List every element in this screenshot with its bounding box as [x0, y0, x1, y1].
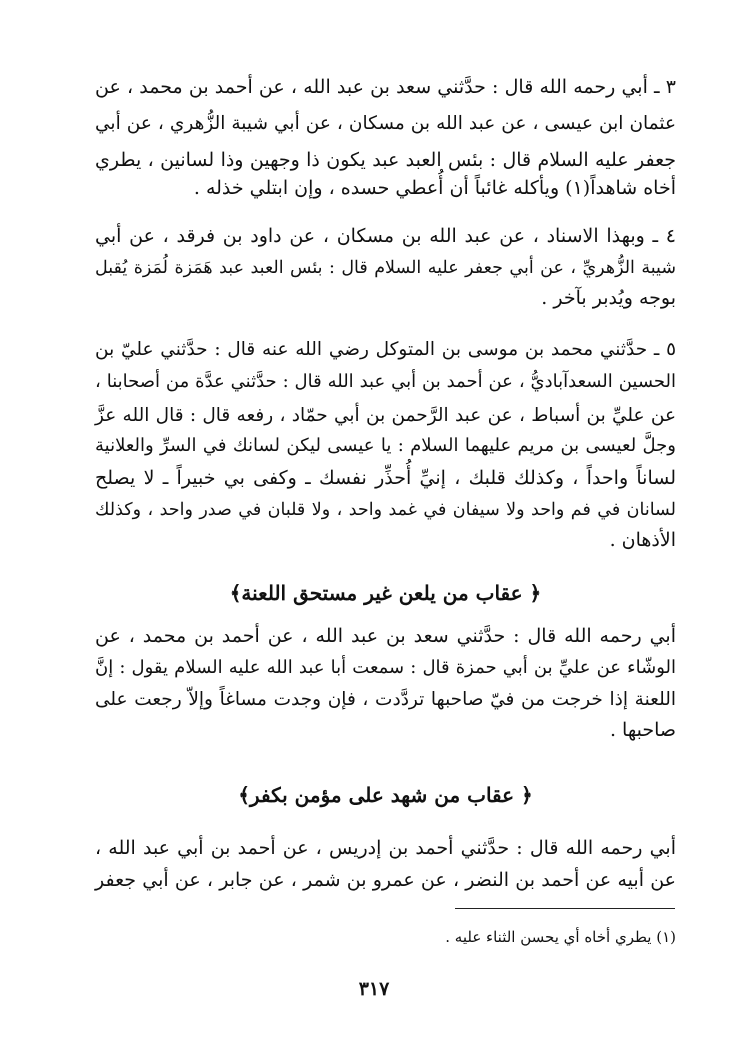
footnote-separator — [455, 908, 675, 909]
kufr-line-1: أبي رحمه الله قال : حدَّثني أحمد بن إدريس ، عن أحمد بن أبي عبد الله ، — [95, 837, 676, 859]
hadith-4-line-2: شيبة الزُّهريِّ ، عن أبي جعفر عليه السلام قال : بئس العبد عبد هَمَزة لُمَزة يُقبل — [95, 258, 676, 278]
curse-line-1: أبي رحمه الله قال : حدَّثني سعد بن عبد الله ، عن أحمد بن محمد ، عن — [95, 625, 676, 647]
hadith-5-line-6: لسانان في فم واحد ولا سيفان في غمد واحد ، ولا قلبان في صدر واحد ، وكذلك — [95, 500, 676, 520]
kufr-line-2: عن أبيه عن أحمد بن النضر ، عن عمرو بن شمر ، عن جابر ، عن أبي جعفر — [95, 869, 676, 891]
curse-line-3: اللعنة إذا خرجت من فيّ صاحبها تردَّدت ، فإن وجدت مساغاً وإلاّ رجعت على — [95, 689, 676, 710]
hadith-5-line-5: لساناً واحداً ، وكذلك قلبك ، إنيِّ أُحذِّر نفسك ـ وكفى بي خبيراً ـ لا يصلح — [95, 467, 676, 489]
hadith-3-line-2: عثمان ابن عيسى ، عن عبد الله بن مسكان ، عن أبي شيبة الزُّهري ، عن أبي — [95, 113, 676, 134]
curse-line-4: صاحبها . — [609, 719, 676, 741]
section-heading-curse: ﴿ عقاب من يلعن غير مستحق اللعنة﴾ — [229, 581, 542, 605]
page-number: ٣١٧ — [358, 978, 390, 1000]
footnote: (١) يطري أخاه أي يحسن الثناء عليه . — [445, 928, 676, 946]
hadith-4-line-1: ٤ ـ وبهذا الاسناد ، عن عبد الله بن مسكان ، عن داود بن فرقد ، عن أبي — [95, 225, 676, 247]
hadith-5-line-7: الأذهان . — [609, 529, 676, 551]
hadith-5-line-3: عن عليِّ بن أسباط ، عن عبد الرَّحمن بن أبي حمّاد ، رفعه قال : قال الله عزَّ — [95, 405, 676, 426]
hadith-3-line-1: ٣ ـ أبي رحمه الله قال : حدَّثني سعد بن عبد الله ، عن أحمد بن محمد ، عن — [95, 76, 676, 98]
section-heading-kufr: ﴿ عقاب من شهد على مؤمن بكفر﴾ — [238, 783, 533, 807]
hadith-3-line-4: أخاه شاهداً(١) ويأكله غائباً أن أُعطي حسده ، وإن ابتلي خذله . — [193, 177, 676, 199]
hadith-3-line-3: جعفر عليه السلام قال : بئس العبد عبد يكون ذا وجهين وذا لسانين ، يطري — [95, 149, 676, 171]
hadith-5-line-2: الحسين السعدآباديُّ ، عن أحمد بن أبي عبد الله قال : حدَّثني عدَّة من أصحابنا ، — [95, 371, 676, 392]
curse-line-2: الوشّاء عن عليِّ بن أبي حمزة قال : سمعت أبا عبد الله عليه السلام يقول : إنَّ — [95, 657, 676, 678]
hadith-5-line-4: وجلَّ لعيسى بن مريم عليهما السلام : يا عيسى ليكن لسانك في السرِّ والعلانية — [95, 435, 676, 456]
hadith-4-line-3: بوجه ويُدبر بآخر . — [541, 287, 676, 309]
hadith-5-line-1: ٥ ـ حدَّثني محمد بن موسى بن المتوكل رضي الله عنه قال : حدَّثني عليّ بن — [95, 339, 676, 360]
